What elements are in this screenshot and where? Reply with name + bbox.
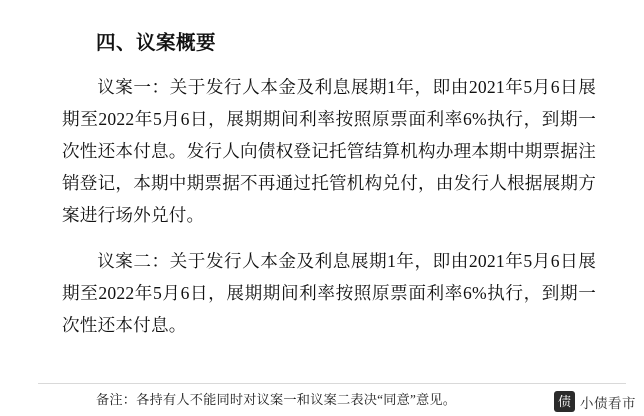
paragraph-proposal-two: 议案二：关于发行人本金及利息展期1年，即由2021年5月6日展期至2022年5月6日，展期期间利率按照原票面利率6%执行，到期一次性还本付息。	[62, 251, 596, 336]
watermark	[554, 391, 636, 412]
watermark-label: 小债看市	[580, 395, 636, 411]
paragraph-proposal-one: 议案一：关于发行人本金及利息展期1年，即由2021年5月6日展期至2022年5月6日，展期期间利率按照原票面利率6%执行，到期一次性还本付息。发行人向债权登记托管结算机构办理本期中期票据注销登记，本期中期票据不再通过托管机构兑付，由发行人根据展期方案进行场外兑付。	[62, 77, 596, 226]
footer-note: 备注：各持有人不能同时对议案一和议案二表决“同意”意见。	[96, 392, 457, 408]
section-heading: 四、议案概要	[96, 33, 217, 54]
footer-divider	[38, 383, 626, 384]
watermark-logo-icon: 债	[554, 391, 575, 412]
